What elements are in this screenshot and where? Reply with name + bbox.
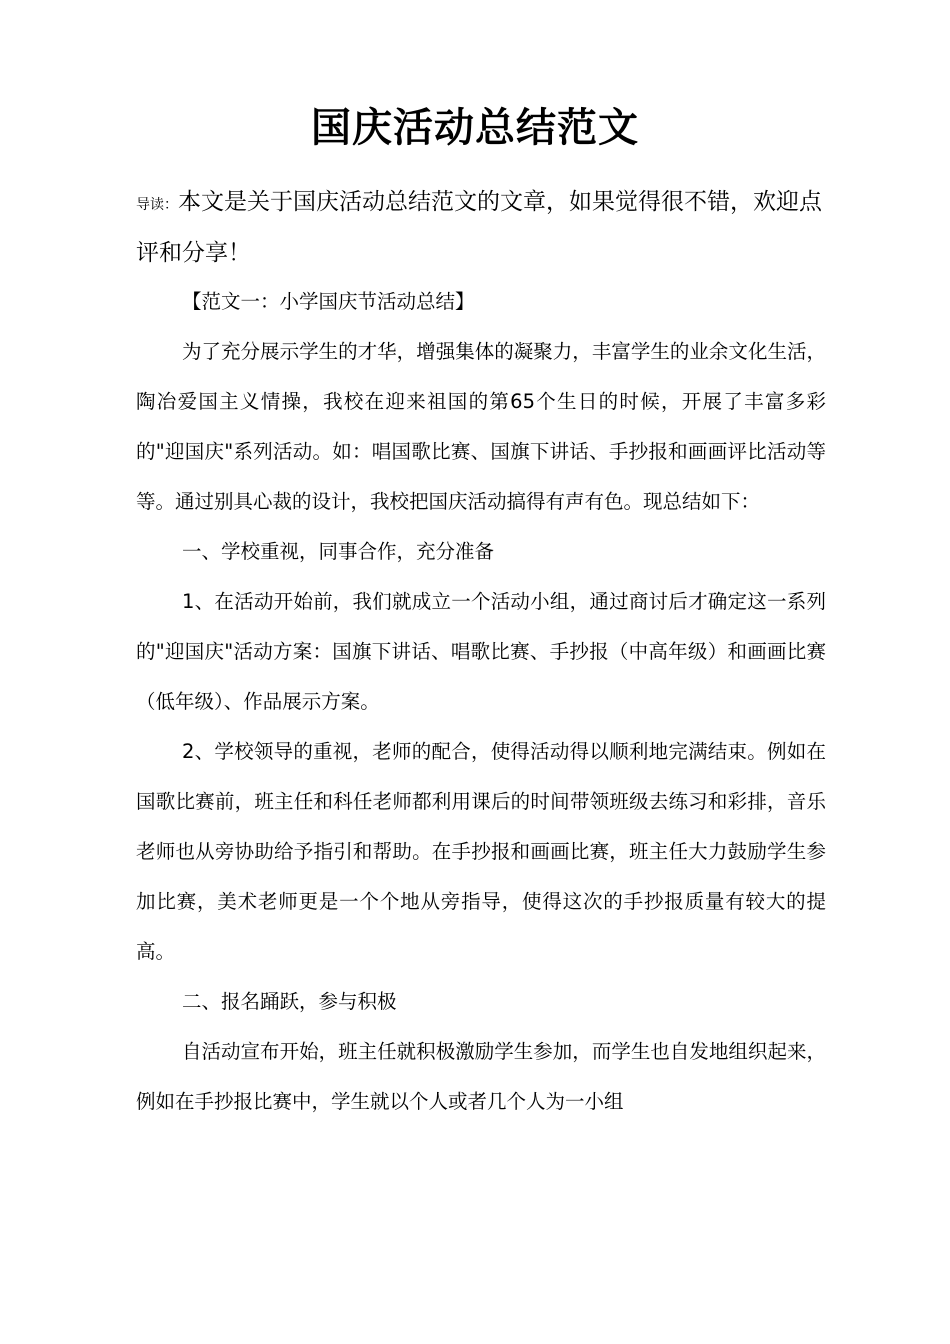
intro-block xyxy=(136,178,826,277)
document-body xyxy=(136,277,826,1127)
intro-lead: 导读： xyxy=(136,197,178,213)
sample-heading: 【范文一：小学国庆节活动总结】 xyxy=(182,290,475,313)
paragraph: 1、在活动开始前，我们就成立一个活动小组，通过商讨后才确定这一系列的"迎国庆"活动方案：国旗下讲话、唱歌比赛、手抄报（中高年级）和画画比赛（低年级）、作品展示方案。 xyxy=(136,590,826,713)
paragraph: 为了充分展示学生的才华，增强集体的凝聚力，丰富学生的业余文化生活，陶冶爱国主义情操，我校在迎来祖国的第65个生日的时候，开展了丰富多彩的"迎国庆"系列活动。如：唱国歌比赛、国旗下讲话、手抄报和画画评比活动等等。通过别具心裁的设计，我校把国庆活动搞得有声有色。现总结如下： xyxy=(136,340,826,513)
section-heading: 二、报名踊跃，参与积极 xyxy=(182,990,397,1013)
document-title: 国庆活动总结范文 xyxy=(311,105,639,151)
paragraph: 2、学校领导的重视，老师的配合，使得活动得以顺利地完满结束。例如在国歌比赛前，班主任和科任老师都利用课后的时间带领班级去练习和彩排，音乐老师也从旁协助给予指引和帮助。在手抄报和画画比赛，班主任大力鼓励学生参加比赛，美术老师更是一个个地从旁指导，使得这次的手抄报质量有较大的提高。 xyxy=(136,740,826,963)
intro-text: 本文是关于国庆活动总结范文的文章，如果觉得很不错，欢迎点评和分享！ xyxy=(136,189,822,266)
section-heading: 一、学校重视，同事合作，充分准备 xyxy=(182,540,495,563)
paragraph: 自活动宣布开始，班主任就积极激励学生参加，而学生也自发地组织起来，例如在手抄报比赛中，学生就以个人或者几个人为一小组 xyxy=(136,1040,826,1113)
